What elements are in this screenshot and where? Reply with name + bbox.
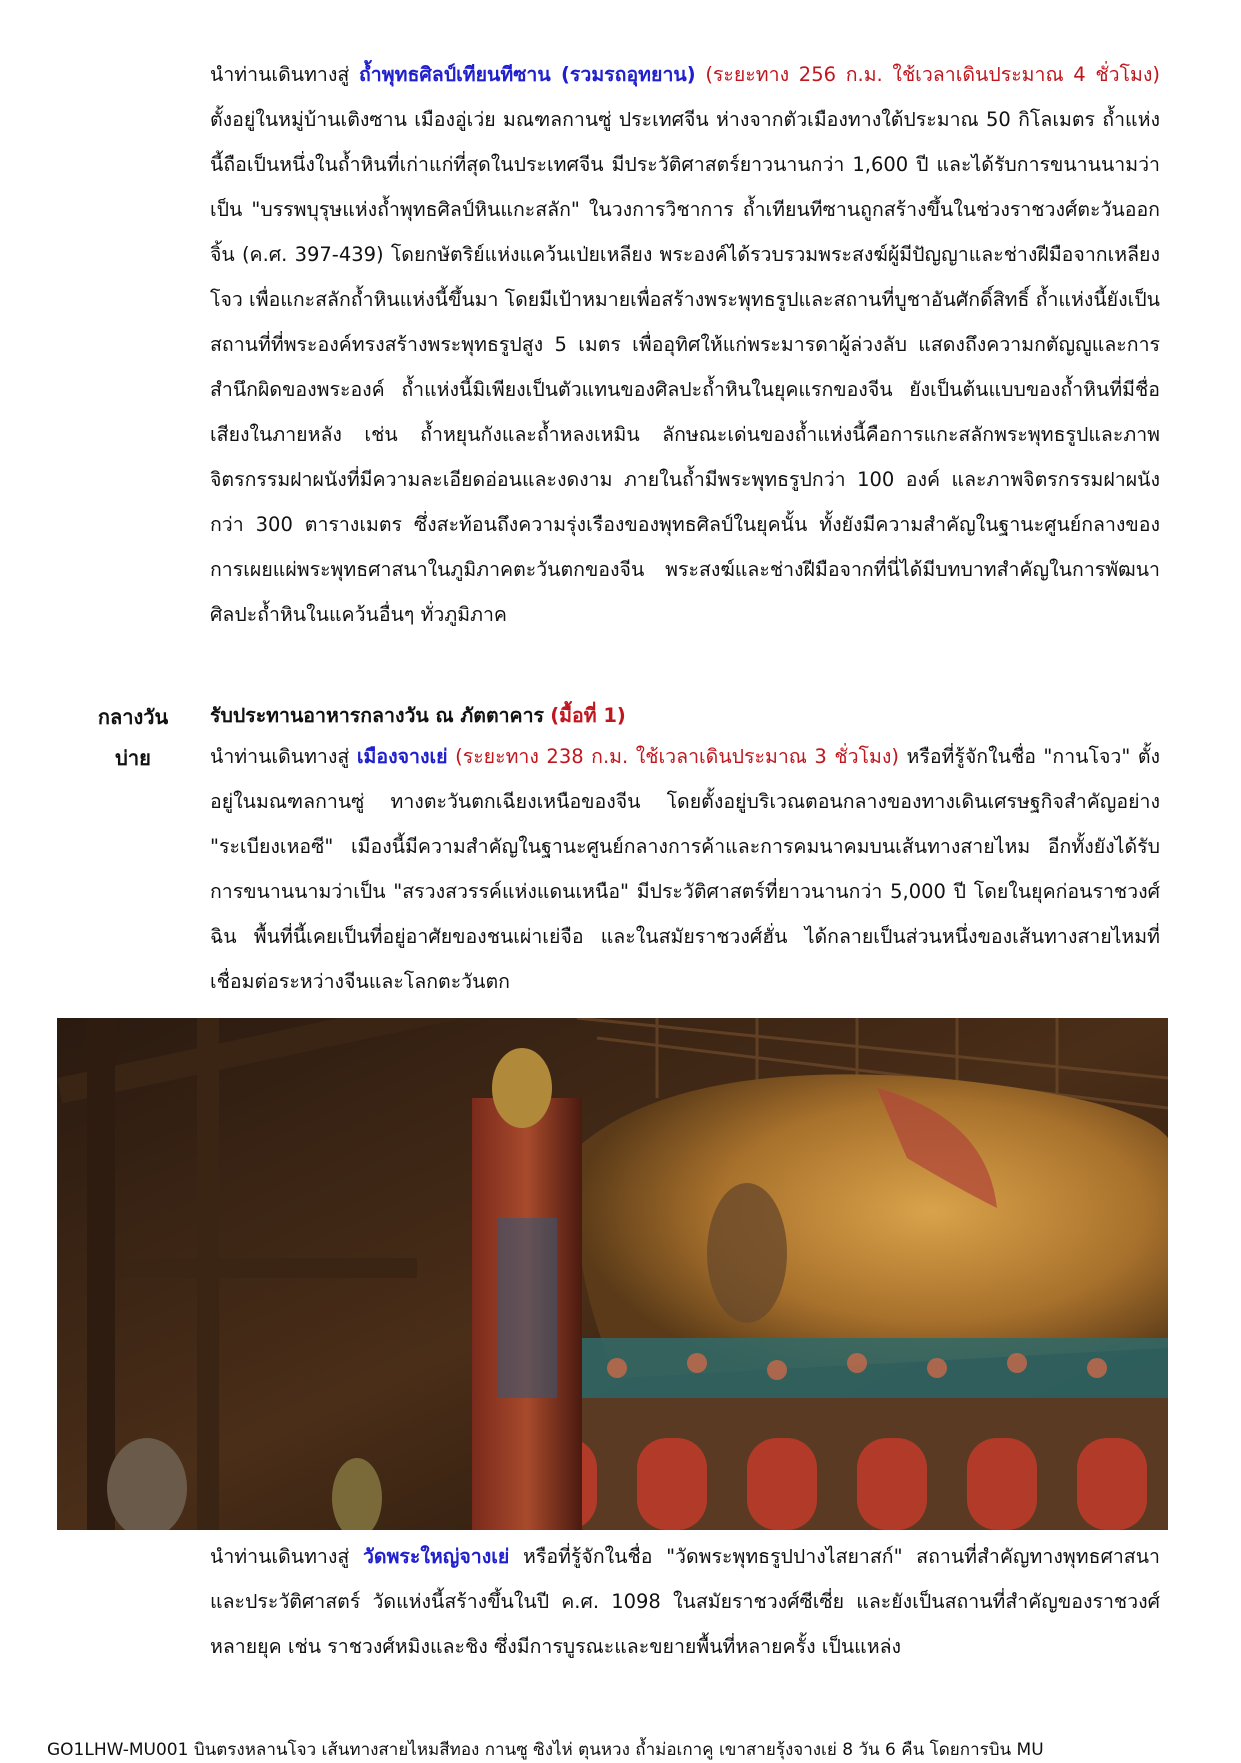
tiantishan-paragraph (210, 52, 1160, 637)
intro-text: นำท่านเดินทางสู่ (210, 1545, 350, 1568)
intro-text: นำท่านเดินทางสู่ (210, 745, 350, 768)
tiantishan-place: ถ้ำพุทธศิลป์เทียนทีซาน (รวมรถอุทยาน) (359, 63, 696, 86)
tiantishan-distance: (ระยะทาง 256 ก.ม. ใช้เวลาเดินประมาณ 4 ชั่วโมง) (705, 63, 1160, 86)
reclining-buddha-photo (57, 1018, 1168, 1530)
zhangye-distance: (ระยะทาง 238 ก.ม. ใช้เวลาเดินประมาณ 3 ชั่วโมง) (455, 745, 899, 768)
tiantishan-body: ตั้งอยู่ในหมู่บ้านเติงซาน เมืองอู่เว่ย มณฑลกานซู่ ประเทศจีน ห่างจากตัวเมืองทางใต้ประมาณ 50 กิโลเมตร ถ้ำแห่งนี้ถือเป็นหนึ่งในถ้ำหินที่เก่าแก่ที่สุดในประเทศจีน มีประวัติศาสตร์ยาวนานกว่า 1,600 ปี และได้รับการขนานนามว่าเป็น "บรรพบุรุษแห่งถ้ำพุทธศิลป์หินแกะสลัก" ในวงการวิชาการ ถ้ำเทียนทีซานถูกสร้างขึ้นในช่วงราชวงศ์ตะวันออกจิ้น (ค.ศ. 397-439) โดยกษัตริย์แห่งแคว้นเป่ยเหลียง พระองค์ได้รวบรวมพระสงฆ์ผู้มีปัญญาและช่างฝีมือจากเหลียงโจว เพื่อแกะสลักถ้ำหินแห่งนี้ขึ้นมา โดยมีเป้าหมายเพื่อสร้างพระพุทธรูปและสถานที่บูชาอันศักดิ์สิทธิ์ ถ้ำแห่งนี้ยังเป็นสถานที่ที่พระองค์ทรงสร้างพระพุทธรูปสูง 5 เมตร เพื่ออุทิศให้แก่พระมารดาผู้ล่วงลับ แสดงถึงความกตัญญูและการสำนึกผิดของพระองค์ ถ้ำแห่งนี้มิเพียงเป็นตัวแทนของศิลปะถ้ำหินในยุคแรกของจีน ยังเป็นต้นแบบของถ้ำหินที่มีชื่อเสียงในภายหลัง เช่น ถ้ำหยุนกังและถ้ำหลงเหมิน ลักษณะเด่นของถ้ำแห่งนี้คือการแกะสลักพระพุทธรูปและภาพจิตรกรรมฝาผนังที่มีความละเอียดอ่อนและงดงาม ภายในถ้ำมีพระพุทธรูปกว่า 100 องค์ และภาพจิตรกรรมฝาผนังกว่า 300 ตารางเมตร ซึ่งสะท้อนถึงความรุ่งเรืองของพุทธศิลป์ในยุคนั้น ทั้งยังมีความสำคัญในฐานะศูนย์กลางของการเผยแผ่พระพุทธศาสนาในภูมิภาคตะวันตกของจีน พระสงฆ์และช่างฝีมือจากที่นี่ได้มีบทบาทสำคัญในการพัฒนาศิลปะถ้ำหินในแคว้นอื่นๆ ทั่วภูมิภาค (210, 108, 1160, 626)
page-footer: GO1LHW-MU001 บินตรงหลานโจว เส้นทางสายไหมสีทอง กานซู ซิงไห่ ตุนหวง ถ้ำม่อเกาคู เขาสายรุ้งจางเย่ 8 วัน 6 คืน โดยการบิน MU (47, 1740, 1044, 1760)
temple-body: หรือที่รู้จักในชื่อ "วัดพระพุทธรูปปางไสยาสก์" สถานที่สำคัญทางพุทธศาสนาและประวัติศาสตร์ วัดแห่งนี้สร้างขึ้นในปี ค.ศ. 1098 ในสมัยราชวงศ์ซีเซี่ย และยังเป็นสถานที่สำคัญของราชวงศ์หลายยุค เช่น ราชวงศ์หมิงและชิง ซึ่งมีการบูรณะและขยายพื้นที่หลายครั้ง เป็นแหล่ง (210, 1545, 1160, 1658)
lunch-text: รับประทานอาหารกลางวัน ณ ภัตตาคาร (210, 704, 545, 727)
zhangye-body: หรือที่รู้จักในชื่อ "กานโจว" ตั้งอยู่ในมณฑลกานซู่ ทางตะวันตกเฉียงเหนือของจีน โดยตั้งอยู่บริเวณตอนกลางของทางเดินเศรษฐกิจสำคัญอย่าง "ระเบียงเหอซี" เมืองนี้มีความสำคัญในฐานะศูนย์กลางการค้าและการคมนาคมบนเส้นทางสายไหม อีกทั้งยังได้รับการขนานนามว่าเป็น "สรวงสวรรค์แห่งแดนเหนือ" มีประวัติศาสตร์ที่ยาวนานกว่า 5,000 ปี โดยในยุคก่อนราชวงศ์ฉิน พื้นที่นี้เคยเป็นที่อยู่อาศัยของชนเผ่าเย่จือ และในสมัยราชวงศ์ฮั่น ได้กลายเป็นส่วนหนึ่งของเส้นทางสายไหมที่เชื่อมต่อระหว่างจีนและโลกตะวันตก (210, 745, 1161, 993)
zhangye-place: เมืองจางเย่ (356, 745, 448, 768)
afternoon-label: บ่าย (115, 746, 151, 770)
temple-place: วัดพระใหญ่จางเย่ (362, 1545, 510, 1568)
lunch-label: กลางวัน (97, 705, 169, 729)
lunch-meal: (มื้อที่ 1) (550, 704, 626, 727)
intro-text: นำท่านเดินทางสู่ (210, 63, 350, 86)
zhangye-paragraph (210, 734, 1160, 1004)
big-buddha-temple-paragraph (210, 1534, 1160, 1669)
lunch-line (210, 693, 1160, 738)
